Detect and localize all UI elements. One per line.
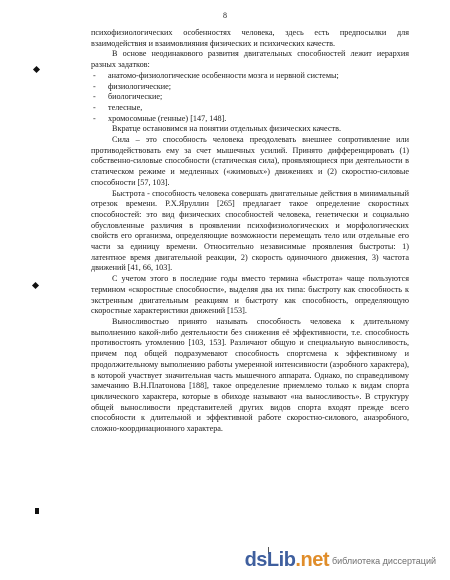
margin-mark <box>32 282 39 289</box>
list-item: - физиологические; <box>91 82 409 93</box>
list-item: - телесные, <box>91 103 409 114</box>
paragraph-brief: Вкратце остановимся на понятии отдельных физических качеств. <box>112 124 341 134</box>
paragraph-strength: Сила – это способность человека преодолевать внешнее сопротивление или противодействовать ему за счет мышечных усилий. Принято дифференцировать (1) собственно-силовые способности (статическая сила), проявляющиеся при деятельности в статическом режиме и медленных («жимовых») движениях и (2) скоростно-силовые способности [57, 103]. <box>91 135 409 187</box>
page-number: 8 <box>223 11 227 20</box>
list-item: - анатомо-физиологические особенности мозга и нервной системы; <box>91 71 409 82</box>
list-item: - хромосомные (генные) [147, 148]. <box>91 114 409 125</box>
list-item: - биологические; <box>91 92 409 103</box>
paragraph-speed-abilities: С учетом этого в последние годы вместо термина «быстрота» чаще пользуются термином «скоростные способности», выделяя два их типа: быстроту как способность к экстренным двигательным реакциям и быстроту как способность, определяющую скоростные характеристики движений [153]. <box>91 274 409 316</box>
paragraph-intro-continuation: психофизиологических особенностях человека, здесь есть предпосылки для взаимодействия и взаимовлияния физических и психических качеств. <box>91 28 409 48</box>
paragraph-hierarchy: В основе неодинакового развития двигательных способностей лежит иерархия разных задатков: <box>91 49 409 70</box>
watermark-logo: dsLib.net <box>244 549 329 571</box>
watermark <box>245 549 436 572</box>
document-body <box>91 28 409 435</box>
watermark-caption: библиотека диссертаций <box>331 555 436 566</box>
margin-mark <box>35 508 39 514</box>
paragraph-speed: Быстрота - способность человека совершать двигательные действия в минимальный отрезок времени. Р.Х.Ярулл​ин [265] предлагает такое определение скоростных способностей: это вид физических способностей человека, генетически и социально обусловленные различия в проявлении психофизиологических и морфологических свойств его организма, определяющие возможности перемещать тело или отдельные его части за единицу времени. Относительно независимые проявления быстроты: 1) латентное время двигательной реакции, 2) скорость одиночного движения, 3) частота движений [41, 66, 103]. <box>91 188 409 273</box>
bullet-list-abilities <box>91 71 409 125</box>
paragraph-endurance: Выносливостью принято называть способность человека к длительному выполнению какой-либо деятельности без снижения её эффективности, т.е. способность противостоять утомлению [103, 153]. Различают общую и специальную выносливость, причем под общей подразумевают способность спортсмена к эффективному и продолжительному выполнению работы умеренной интенсивности (аэробного характера), в которой участвует значительная часть мышечного аппарата. Однако, по справедливому замечанию В.Н.Платонова [188], такое определение приемлемо только к видам спорта циклического характера, которые в обиходе называют «на выносливость». В структуру общей выносливости представителей других видов спорта входят прежде всего способности к длительной и эффективной работе скоростно-силового, анаэробного, сложно-координационного характера. <box>91 316 409 434</box>
margin-mark <box>33 66 40 73</box>
